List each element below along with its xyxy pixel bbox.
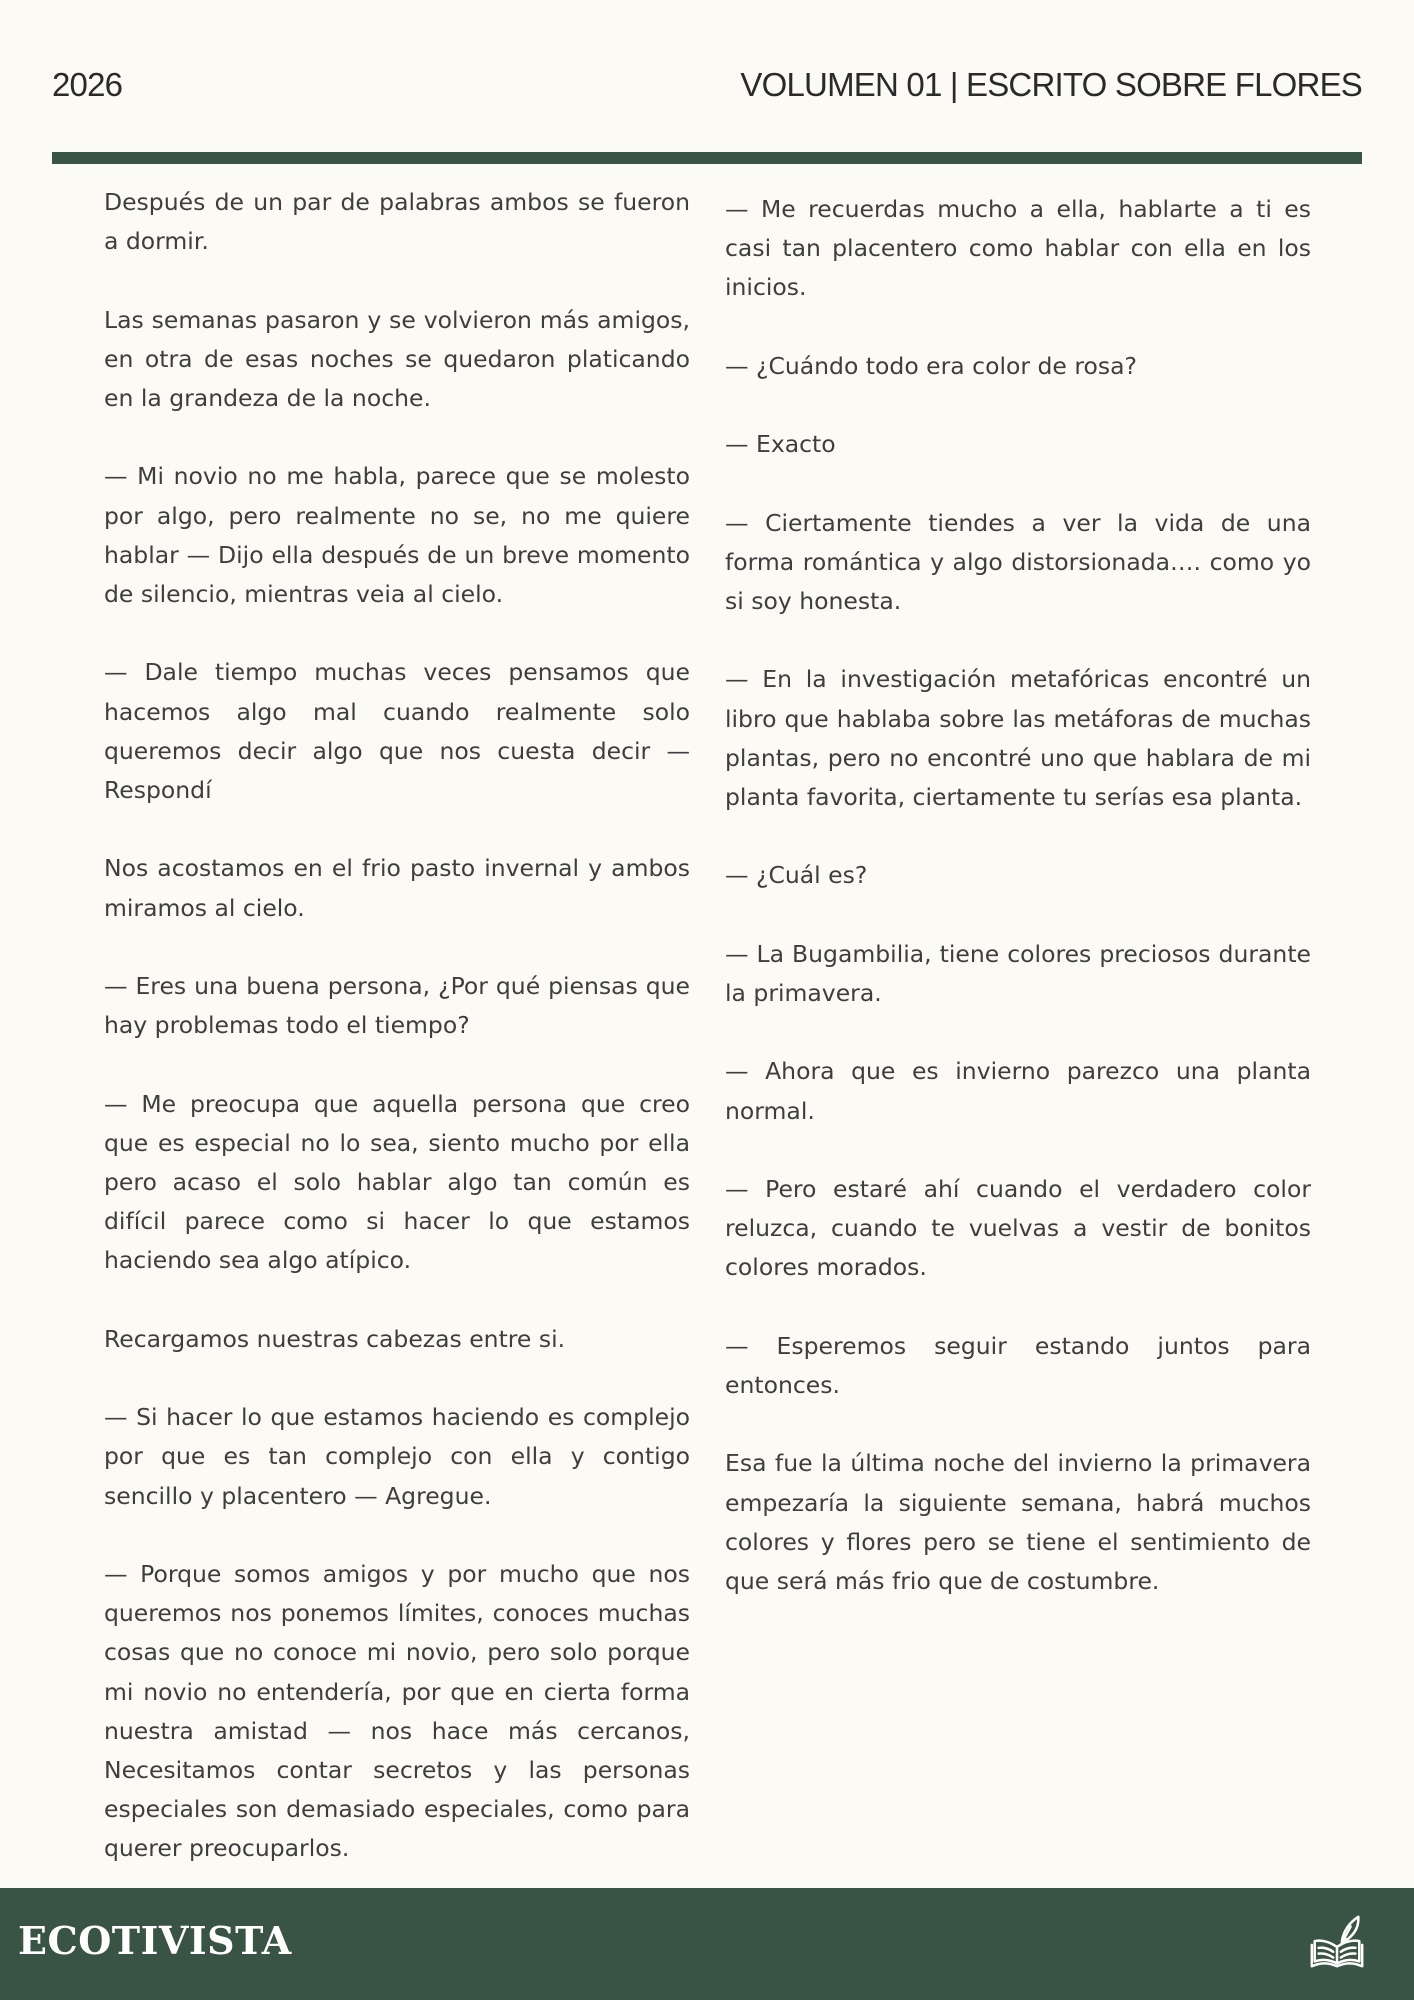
paragraph: Después de un par de palabras ambos se fueron a dormir.	[104, 188, 690, 256]
paragraph: Esa fue la última noche del invierno la primavera empezaría la siguiente semana, habrá muchos colores y flores pero se tiene el sentimiento de que será más frio que de costumbre.	[725, 1449, 1311, 1595]
paragraph: — ¿Cuándo todo era color de rosa?	[725, 351, 1137, 380]
paragraph: — ¿Cuál es?	[725, 861, 868, 890]
header-divider	[52, 152, 1362, 164]
text-column-right	[725, 190, 1311, 1640]
paragraph: — Porque somos amigos y por mucho que nos queremos nos ponemos límites, conoces muchas cosas que no conoce mi novio, pero solo porque mi novio no entendería, por que en cierta forma nuestra amistad — nos hace más cercanos, Necesitamos contar secretos y las personas especiales son demasiado especiales, como para querer preocuparlos.	[104, 1559, 690, 1863]
paragraph: — Pero estaré ahí cuando el verdadero color reluzca, cuando te vuelvas a vestir de bonitos colores morados.	[725, 1174, 1311, 1282]
page-header	[52, 60, 1362, 110]
paragraph: — Ahora que es invierno parezco una planta normal.	[725, 1057, 1311, 1125]
paragraph: — Me preocupa que aquella persona que creo que es especial no lo sea, siento mucho por ella pero acaso el solo hablar algo tan común es difícil parece como si hacer lo que estamos haciendo sea algo atípico.	[104, 1089, 690, 1275]
page-footer	[0, 1888, 1414, 2000]
paragraph: — Esperemos seguir estando juntos para entonces.	[725, 1331, 1311, 1399]
paragraph: — Dale tiempo muchas veces pensamos que hacemos algo mal cuando realmente solo queremos decir algo que nos cuesta decir — Respondí	[104, 658, 690, 804]
paragraph: Recargamos nuestras cabezas entre si.	[104, 1324, 566, 1353]
brand-name: ECOTIVISTA	[18, 1918, 292, 1963]
paragraph: Nos acostamos en el frio pasto invernal y ambos miramos al cielo.	[104, 854, 690, 922]
paragraph: — Me recuerdas mucho a ella, hablarte a ti es casi tan placentero como hablar con ella en los inicios.	[725, 195, 1311, 302]
header-year: 2026	[52, 66, 123, 103]
paragraph: — Ciertamente tiendes a ver la vida de una forma romántica y algo distorsionada…. como yo si soy honesta.	[725, 508, 1311, 615]
header-volume-title: VOLUMEN 01 | ESCRITO SOBRE FLORES	[740, 66, 1362, 103]
paragraph: — Mi novio no me habla, parece que se molesto por algo, pero realmente no se, no me quiere hablar — Dijo ella después de un breve momento de silencio, mientras veia al cielo.	[104, 462, 690, 608]
paragraph: — En la investigación metafóricas encontré un libro que hablaba sobre las metáforas de muchas plantas, pero no encontré uno que hablara de mi planta favorita, ciertamente tu serías esa planta.	[725, 665, 1311, 811]
paragraph: — Si hacer lo que estamos haciendo es complejo por que es tan complejo con ella y contigo sencillo y placentero — Agregue.	[104, 1403, 690, 1510]
paragraph: — Eres una buena persona, ¿Por qué piensas que hay problemas todo el tiempo?	[104, 971, 690, 1040]
paragraph: — Exacto	[725, 430, 836, 459]
paragraph: — La Bugambilia, tiene colores preciosos durante la primavera.	[725, 939, 1311, 1007]
text-column-left	[104, 183, 690, 1908]
paragraph: Las semanas pasaron y se volvieron más amigos, en otra de esas noches se quedaron platicando en la grandeza de la noche.	[104, 305, 690, 412]
book-quill-icon	[1306, 1912, 1368, 1974]
